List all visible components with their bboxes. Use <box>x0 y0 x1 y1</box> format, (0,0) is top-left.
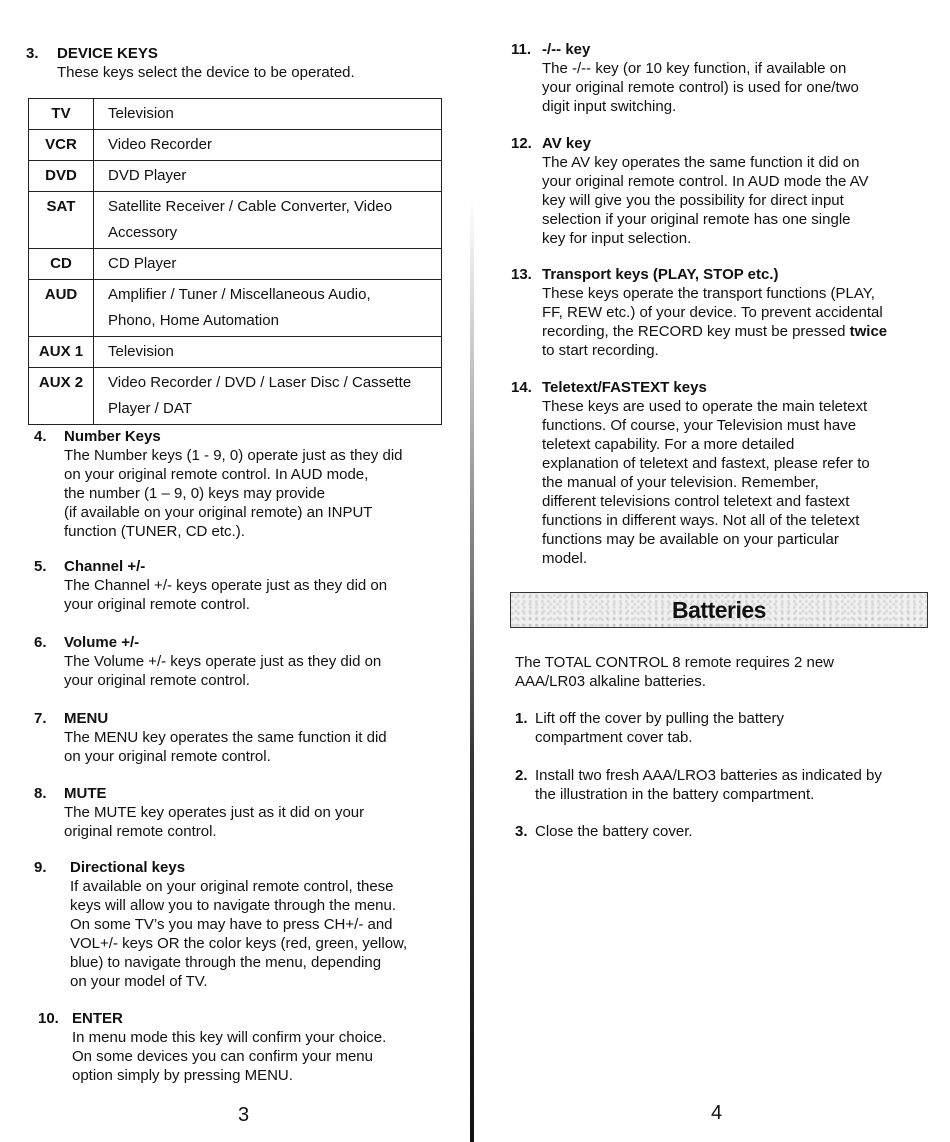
emphasis-text: twice <box>849 323 888 340</box>
page-gutter-divider <box>470 200 474 1142</box>
item-title: Number Keys <box>64 428 161 445</box>
step-number: 1. <box>515 710 528 727</box>
table-row <box>29 192 442 249</box>
step-text: Install two fresh AAA/LRO3 batteries as indicated by the illustration in the battery compartment. <box>535 767 882 803</box>
device-label: Satellite Receiver / Cable Converter, Video Accessory <box>94 192 442 249</box>
device-label: Amplifier / Tuner / Miscellaneous Audio, Phono, Home Automation <box>94 280 442 337</box>
item-number: 9. <box>34 859 47 876</box>
item-title: Transport keys (PLAY, STOP etc.) <box>542 266 779 283</box>
item-number: 8. <box>34 785 47 802</box>
table-row <box>29 161 442 192</box>
item-body: The AV key operates the same function it did on your original remote control. In AUD mode the AV key will give you the possibility for direct input selection if your original remote has one single key for input selection. <box>542 154 869 247</box>
item-title: -/-- key <box>542 41 591 58</box>
table-row <box>29 99 442 130</box>
device-key: CD <box>29 249 94 280</box>
item-title: AV key <box>542 135 591 152</box>
device-label: Television <box>94 99 442 130</box>
item-title: ENTER <box>72 1010 123 1027</box>
item-body: These keys operate the transport functions (PLAY, FF, REW etc.) of your device. To prevent accidental recording, the RECORD key must be pressed twice to start recording. <box>542 285 888 359</box>
item-title: Teletext/FASTEXT keys <box>542 379 707 396</box>
step-text: Close the battery cover. <box>535 823 693 840</box>
item-number: 14. <box>511 379 532 396</box>
item-title: Volume +/- <box>64 634 140 651</box>
item-body: The Volume +/- keys operate just as they did on your original remote control. <box>64 653 382 689</box>
item-body: In menu mode this key will confirm your choice. On some devices you can confirm your menu option simply by pressing MENU. <box>72 1029 387 1084</box>
device-label: Television <box>94 337 442 368</box>
table-row <box>29 130 442 161</box>
batteries-intro: The TOTAL CONTROL 8 remote requires 2 new AAA/LR03 alkaline batteries. <box>515 654 835 690</box>
step-number: 2. <box>515 767 528 784</box>
device-label: DVD Player <box>94 161 442 192</box>
page-number: 4 <box>711 1102 723 1124</box>
item-number: 7. <box>34 710 47 727</box>
table-row <box>29 249 442 280</box>
item-number: 4. <box>34 428 47 445</box>
device-label: CD Player <box>94 249 442 280</box>
device-key: DVD <box>29 161 94 192</box>
table-row <box>29 368 442 425</box>
batteries-title: Batteries <box>672 596 766 623</box>
device-keys-table <box>28 98 442 425</box>
device-label: Video Recorder / DVD / Laser Disc / Cassette Player / DAT <box>94 368 442 425</box>
item-number: 11. <box>511 41 532 58</box>
device-key: TV <box>29 99 94 130</box>
item-title: Channel +/- <box>64 558 146 575</box>
item-number: 3. <box>26 45 39 62</box>
item-title: MUTE <box>64 785 107 802</box>
item-number: 6. <box>34 634 47 651</box>
page-number: 3 <box>238 1104 250 1126</box>
item-title: Directional keys <box>70 859 186 876</box>
device-key: SAT <box>29 192 94 249</box>
item-body: The Number keys (1 - 9, 0) operate just as they did on your original remote control. In AUD mode, the number (1 – 9, 0) keys may provide (if available on your original remote) an INPUT function (TUNER, CD etc.). <box>64 447 403 540</box>
item-number: 12. <box>511 135 532 152</box>
item-number: 5. <box>34 558 47 575</box>
item-body: The MUTE key operates just as it did on your original remote control. <box>64 804 365 840</box>
device-key: AUX 2 <box>29 368 94 425</box>
item-title: DEVICE KEYS <box>57 45 158 62</box>
step-text: Lift off the cover by pulling the battery compartment cover tab. <box>535 710 785 746</box>
item-body: These keys are used to operate the main teletext functions. Of course, your Television must have teletext capability. For a more detailed explanation of teletext and fastext, please refer to the manual of your television. Remember, different televisions control teletext and fastext functions in different ways. Not all of the teletext functions may be available on your particular model. <box>542 398 870 567</box>
device-label: Video Recorder <box>94 130 442 161</box>
batteries-banner <box>510 592 928 628</box>
item-number: 13. <box>511 266 532 283</box>
item-title: MENU <box>64 710 109 727</box>
item-body: If available on your original remote control, these keys will allow you to navigate through the menu. On some TV’s you may have to press CH+/- and VOL+/- keys OR the color keys (red, green, yellow, blue) to navigate through the menu, depending on your model of TV. <box>70 878 408 990</box>
device-key: AUX 1 <box>29 337 94 368</box>
item-body: The -/-- key (or 10 key function, if available on your original remote control) is used for one/two digit input switching. <box>542 60 859 115</box>
item-body: The MENU key operates the same function it did on your original remote control. <box>64 729 387 765</box>
table-row <box>29 337 442 368</box>
item-number: 10. <box>38 1010 59 1027</box>
item-body: These keys select the device to be operated. <box>57 64 355 81</box>
table-row <box>29 280 442 337</box>
step-number: 3. <box>515 823 528 840</box>
device-key: VCR <box>29 130 94 161</box>
device-key: AUD <box>29 280 94 337</box>
item-body: The Channel +/- keys operate just as they did on your original remote control. <box>64 577 388 613</box>
